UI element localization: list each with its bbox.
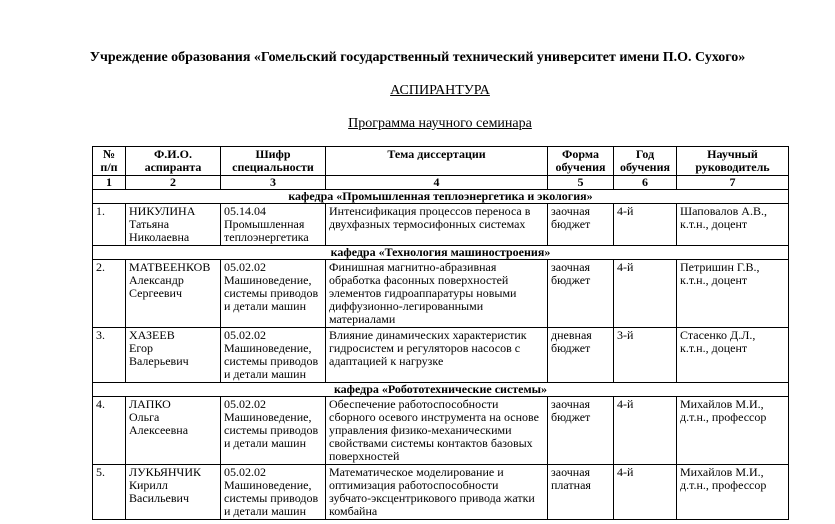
column-number: 4 [326, 176, 548, 190]
header-year: Год обучения [614, 147, 677, 176]
header-form: Форма обучения [548, 147, 614, 176]
specialty-code: 05.02.02 Машиноведение, системы приводов и детали машин [221, 397, 326, 465]
specialty-code: 05.02.02 Машиноведение, системы приводов и детали машин [221, 328, 326, 383]
department-row [93, 383, 789, 397]
table-body [93, 190, 789, 520]
table-row [93, 397, 789, 465]
study-year: 4-й [614, 465, 677, 520]
dissertation-topic: Обеспечение работоспособности сборного осевого инструмента на основе управления физико-механическими свойствами системы контактов базовых поверхностей [326, 397, 548, 465]
table-row [93, 328, 789, 383]
table-row [93, 260, 789, 328]
column-number: 5 [548, 176, 614, 190]
specialty-code: 05.02.02 Машиноведение, системы приводов и детали машин [221, 465, 326, 520]
column-number-row [93, 176, 789, 190]
supervisor: Михайлов М.И., д.т.н., профессор [677, 397, 789, 465]
header-supervisor: Научный руководитель [677, 147, 789, 176]
study-form: дневная бюджет [548, 328, 614, 383]
column-number: 6 [614, 176, 677, 190]
study-form: заочная бюджет [548, 204, 614, 246]
specialty-code: 05.02.02 Машиноведение, системы приводов и детали машин [221, 260, 326, 328]
student-name: ЛУКЬЯНЧИК Кирилл Васильевич [126, 465, 221, 520]
student-name: НИКУЛИНА Татьяна Николаевна [126, 204, 221, 246]
column-number: 3 [221, 176, 326, 190]
column-number: 1 [93, 176, 126, 190]
supervisor: Петришин Г.В., к.т.н., доцент [677, 260, 789, 328]
page-title: АСПИРАНТУРА [390, 83, 490, 98]
department-name: кафедра «Робототехнические системы» [93, 383, 789, 397]
table-row [93, 465, 789, 520]
row-number: 3. [93, 328, 126, 383]
header-name: Ф.И.О. аспиранта [126, 147, 221, 176]
row-number: 2. [93, 260, 126, 328]
header-num: № п/п [93, 147, 126, 176]
specialty-code: 05.14.04 Промышленная теплоэнергетика [221, 204, 326, 246]
header-code: Шифр специальности [221, 147, 326, 176]
header-row [93, 147, 789, 176]
supervisor: Шаповалов А.В., к.т.н., доцент [677, 204, 789, 246]
study-year: 4-й [614, 204, 677, 246]
department-name: кафедра «Промышленная теплоэнергетика и экология» [93, 190, 789, 204]
dissertation-topic: Влияние динамических характеристик гидросистем и регуляторов насосов с адаптацией к нагрузке [326, 328, 548, 383]
student-name: ХАЗЕЕВ Егор Валерьевич [126, 328, 221, 383]
row-number: 4. [93, 397, 126, 465]
study-form: заочная бюджет [548, 260, 614, 328]
page-subtitle: Программа научного семинара [348, 116, 532, 131]
row-number: 1. [93, 204, 126, 246]
dissertation-topic: Интенсификация процессов переноса в двухфазных термосифонных системах [326, 204, 548, 246]
seminar-table [92, 146, 789, 520]
table-row [93, 204, 789, 246]
supervisor: Михайлов М.И., д.т.н., профессор [677, 465, 789, 520]
dissertation-topic: Финишная магнитно-абразивная обработка фасонных поверхностей элементов гидроаппаратуры новыми диффузионно-легированными материалами [326, 260, 548, 328]
student-name: ЛАПКО Ольга Алексеевна [126, 397, 221, 465]
study-year: 3-й [614, 328, 677, 383]
study-year: 4-й [614, 260, 677, 328]
supervisor: Стасенко Д.Л., к.т.н., доцент [677, 328, 789, 383]
study-year: 4-й [614, 397, 677, 465]
column-number: 7 [677, 176, 789, 190]
study-form: заочная бюджет [548, 397, 614, 465]
study-form: заочная платная [548, 465, 614, 520]
column-number: 2 [126, 176, 221, 190]
department-row [93, 246, 789, 260]
organization-heading: Учреждение образования «Гомельский государственный технический университет имени П.О. Сухого» [89, 50, 746, 65]
header-topic: Тема диссертации [326, 147, 548, 176]
dissertation-topic: Математическое моделирование и оптимизация работоспособности зубчато-эксцентрикового привода жатки комбайна [326, 465, 548, 520]
department-name: кафедра «Технология машиностроения» [93, 246, 789, 260]
student-name: МАТВЕЕНКОВ Александр Сергеевич [126, 260, 221, 328]
row-number: 5. [93, 465, 126, 520]
department-row [93, 190, 789, 204]
